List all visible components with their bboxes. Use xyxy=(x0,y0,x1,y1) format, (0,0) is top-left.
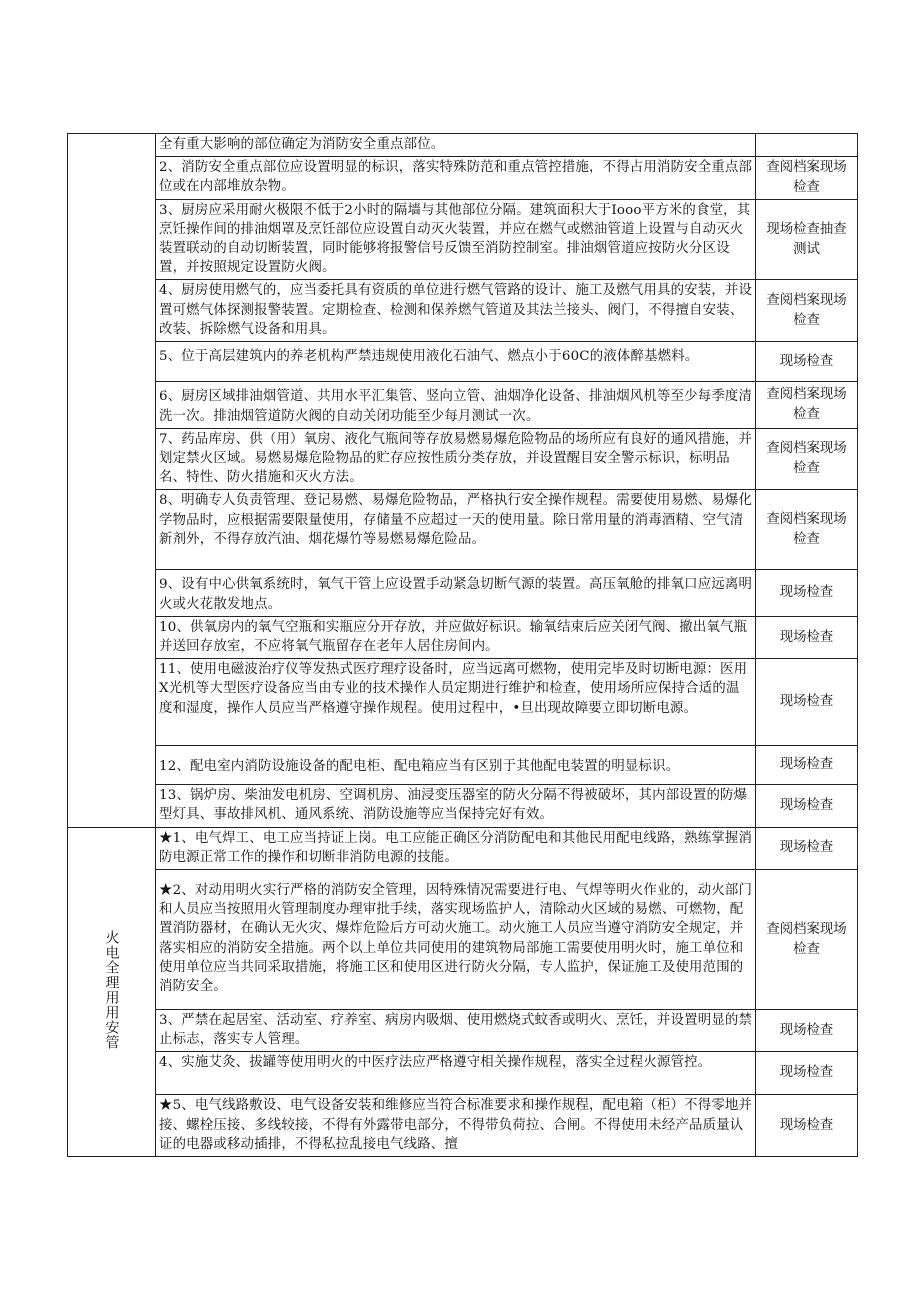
item-text: ★5、电气线路敷设、电气设备安装和维修应当符合标准要求和操作规程，配电箱（柜）不得零地并接、螺栓压接、多线较接，不得有外露带电部分，不得带负荷拉、合闸。不得使用未经产品质量认证的电器或移动插排，不得私拉乱接电气线路、擅 xyxy=(156,1095,756,1157)
check-method: 现场检查 xyxy=(756,1095,858,1157)
check-method: 查阅档案现场检查 xyxy=(756,382,858,428)
check-method: 查阅档案现场检查 xyxy=(756,157,858,199)
item-text: 4、厨房使用燃气的，应当委托具有资质的单位进行燃气管路的设计、施工及燃气用具的安装，并设置可燃气体探测报警装置。定期检查、检测和保养燃气管道及其法兰接头、阀门，不得擅自安装、改装、拆除燃气设备和用具。 xyxy=(156,280,756,342)
check-method: 现场检查 xyxy=(756,342,858,382)
check-method: 现场检查 xyxy=(756,659,858,746)
item-text: ★1、电气焊工、电工应当持证上岗。电工应能正确区分消防配电和其他民用配电线路，熟练掌握消防电源正常工作的操作和切断非消防电源的技能。 xyxy=(156,827,756,869)
category-cell-fire-electricity xyxy=(68,827,156,1156)
item-text: 7、药品库房、供（用）氧房、液化气瓶间等存放易燃易爆危险物品的场所应有良好的通风措施，并划定禁火区域。易燃易爆危险物品的贮存应按性质分类存放，并设置醒目安全警示标识，标明品名、特性、防火措施和灭火方法。 xyxy=(156,428,756,490)
check-method: 查阅档案现场检查 xyxy=(756,490,858,570)
item-text: 11、使用电磁波治疗仪等发热式医疗理疗设备时，应当远离可燃物，使用完毕及时切断电源：医用X光机等大型医疗设备应当由专业的技术操作人员定期进行维护和检查，使用场所应保持合适的温度和湿度，操作人员应当严格遵守操作规程。使用过程中，•旦出现故障要立即切断电源。 xyxy=(156,659,756,746)
fire-safety-inspection-table xyxy=(67,133,858,1157)
category-cell-blank xyxy=(68,134,156,828)
check-method: 现场检查 xyxy=(756,616,858,658)
check-method: 现场检查 xyxy=(756,1010,858,1052)
check-method: 查阅档案现场检查 xyxy=(756,870,858,1010)
item-text: 12、配电室内消防设施设备的配电柜、配电箱应当有区别于其他配电装置的明显标识。 xyxy=(156,746,756,785)
item-text: 全有重大影响的部位确定为消防安全重点部位。 xyxy=(156,134,756,157)
item-text: 3、严禁在起居室、活动室、疗养室、病房内吸烟、使用燃烧式蚊香或明火、烹饪，并设置明显的禁止标志，落实专人管理。 xyxy=(156,1010,756,1052)
check-method: 现场检查 xyxy=(756,1052,858,1095)
item-text: 6、厨房区域排油烟管道、共用水平汇集管、竖向立管、油烟净化设备、排油烟风机等至少每季度清洗一次。排油烟管道防火阀的自动关闭功能至少每月测试一次。 xyxy=(156,382,756,428)
check-method: 查阅档案现场检查 xyxy=(756,280,858,342)
inspection-table-sheet xyxy=(67,133,857,1157)
check-method: 现场检查 xyxy=(756,785,858,827)
category-label: 火电全理用用安管 xyxy=(103,929,120,1050)
check-method: 查阅档案现场检查 xyxy=(756,428,858,490)
item-text: 10、供氧房内的氧气空瓶和实瓶应分开存放，并应做好标识。输氧结束后应关闭气阀、撤出氧气瓶并送回存放室，不应将氧气瓶留存在老年人居住房间内。 xyxy=(156,616,756,658)
item-text: 9、设有中心供氧系统时，氧气干管上应设置手动紧急切断气源的装置。高压氧舱的排氧口应远离明火或火花散发地点。 xyxy=(156,570,756,616)
check-method: 现场检查 xyxy=(756,746,858,785)
item-text: ★2、对动用明火实行严格的消防安全管理，因特殊情况需要进行电、气焊等明火作业的，动火部门和人员应当按照用火管理制度办理审批手续，落实现场监护人，清除动火区域的易燃、可燃物，配置消防器材，在确认无火灾、爆炸危险后方可动火施工。动火施工人员应当遵守消防安全规定，并落实相应的消防安全措施。两个以上单位共同使用的建筑物局部施工需要使用明火时，施工单位和使用单位应当共同采取措施，将施工区和使用区进行防火分隔，专人监护，保证施工及使用范围的消防安全。 xyxy=(156,870,756,1010)
item-text: 8、明确专人负责管理、登记易燃、易爆危险物品，严格执行安全操作规程。需要使用易燃、易爆化学物品时，应根据需要限量使用，存储量不应超过一天的使用量。除日常用量的消毒酒精、空气清新剂外，不得存放汽油、烟花爆竹等易燃易爆危险品。 xyxy=(156,490,756,570)
item-text: 3、厨房应采用耐火极限不低于2小时的隔墙与其他部位分隔。建筑面积大于Iooo平方米的食堂，其烹饪操作间的排油烟罩及烹饪部位应设置自动灭火装置，并应在燃气或燃油管道上设置与自动灭火装置联动的自动切断装置，同时能够将报警信号反馈至消防控制室。排油烟管道应按防火分区设置，并按照规定设置防火阀。 xyxy=(156,199,756,280)
check-method: 现场检查抽查测试 xyxy=(756,199,858,280)
check-method: 现场检查 xyxy=(756,570,858,616)
item-text: 4、实施艾灸、拔罐等使用明火的中医疗法应严格遵守相关操作规程，落实全过程火源管控。 xyxy=(156,1052,756,1095)
check-method xyxy=(756,134,858,157)
item-text: 13、锅炉房、柴油发电机房、空调机房、油浸变压器室的防火分隔不得被破坏，其内部设置的防爆型灯具、事故排风机、通风系统、消防设施等应当保持完好有效。 xyxy=(156,785,756,827)
check-method: 现场检查 xyxy=(756,827,858,869)
item-text: 2、消防安全重点部位应设置明显的标识，落实特殊防范和重点管控措施，不得占用消防安全重点部位或在内部堆放杂物。 xyxy=(156,157,756,199)
item-text: 5、位于高层建筑内的养老机构严禁违规使用液化石油气、燃点小于60C的液体醉基燃料。 xyxy=(156,342,756,382)
